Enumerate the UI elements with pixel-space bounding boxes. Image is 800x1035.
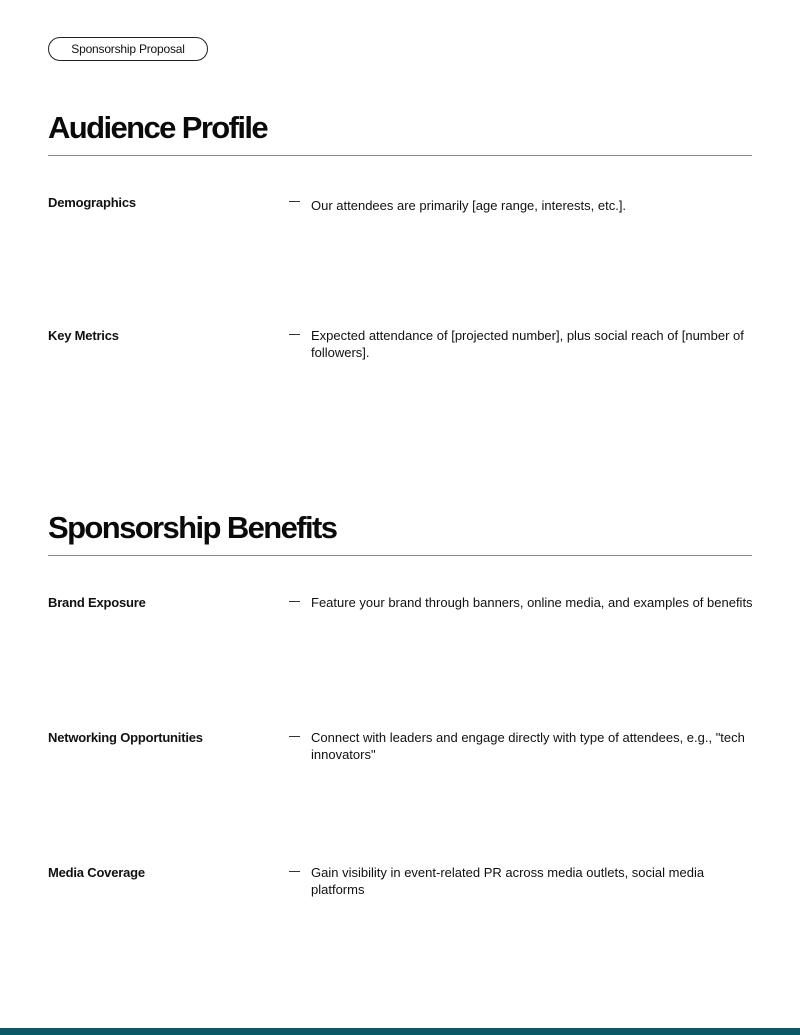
document-tag [48,37,208,61]
dash-icon [289,736,300,737]
section-divider [48,555,752,556]
section-title-audience-profile: Audience Profile [48,110,268,145]
section-divider [48,155,752,156]
document-tag-label: Sponsorship Proposal [71,42,185,56]
dash-icon [289,201,300,202]
dash-icon [289,601,300,602]
item-label-media-coverage: Media Coverage [48,865,145,880]
item-label-key-metrics: Key Metrics [48,328,119,343]
dash-icon [289,871,300,872]
dash-icon [289,334,300,335]
item-text-brand-exposure: Feature your brand through banners, online media, and examples of benefits [311,595,753,610]
item-text-key-metrics: Expected attendance of [projected number], plus social reach of [number of followers]. [311,328,744,360]
item-text-networking-opportunities: Connect with leaders and engage directly with type of attendees, e.g., "tech innovators" [311,730,745,762]
item-text-media-coverage: Gain visibility in event-related PR across media outlets, social media platforms [311,865,705,897]
item-label-networking-opportunities: Networking Opportunities [48,730,203,745]
section-title-sponsorship-benefits: Sponsorship Benefits [48,510,337,545]
footer-accent-bar [0,1028,800,1035]
item-label-brand-exposure: Brand Exposure [48,595,146,610]
item-label-demographics: Demographics [48,195,136,210]
item-text-demographics: Our attendees are primarily [age range, interests, etc.]. [311,198,627,213]
